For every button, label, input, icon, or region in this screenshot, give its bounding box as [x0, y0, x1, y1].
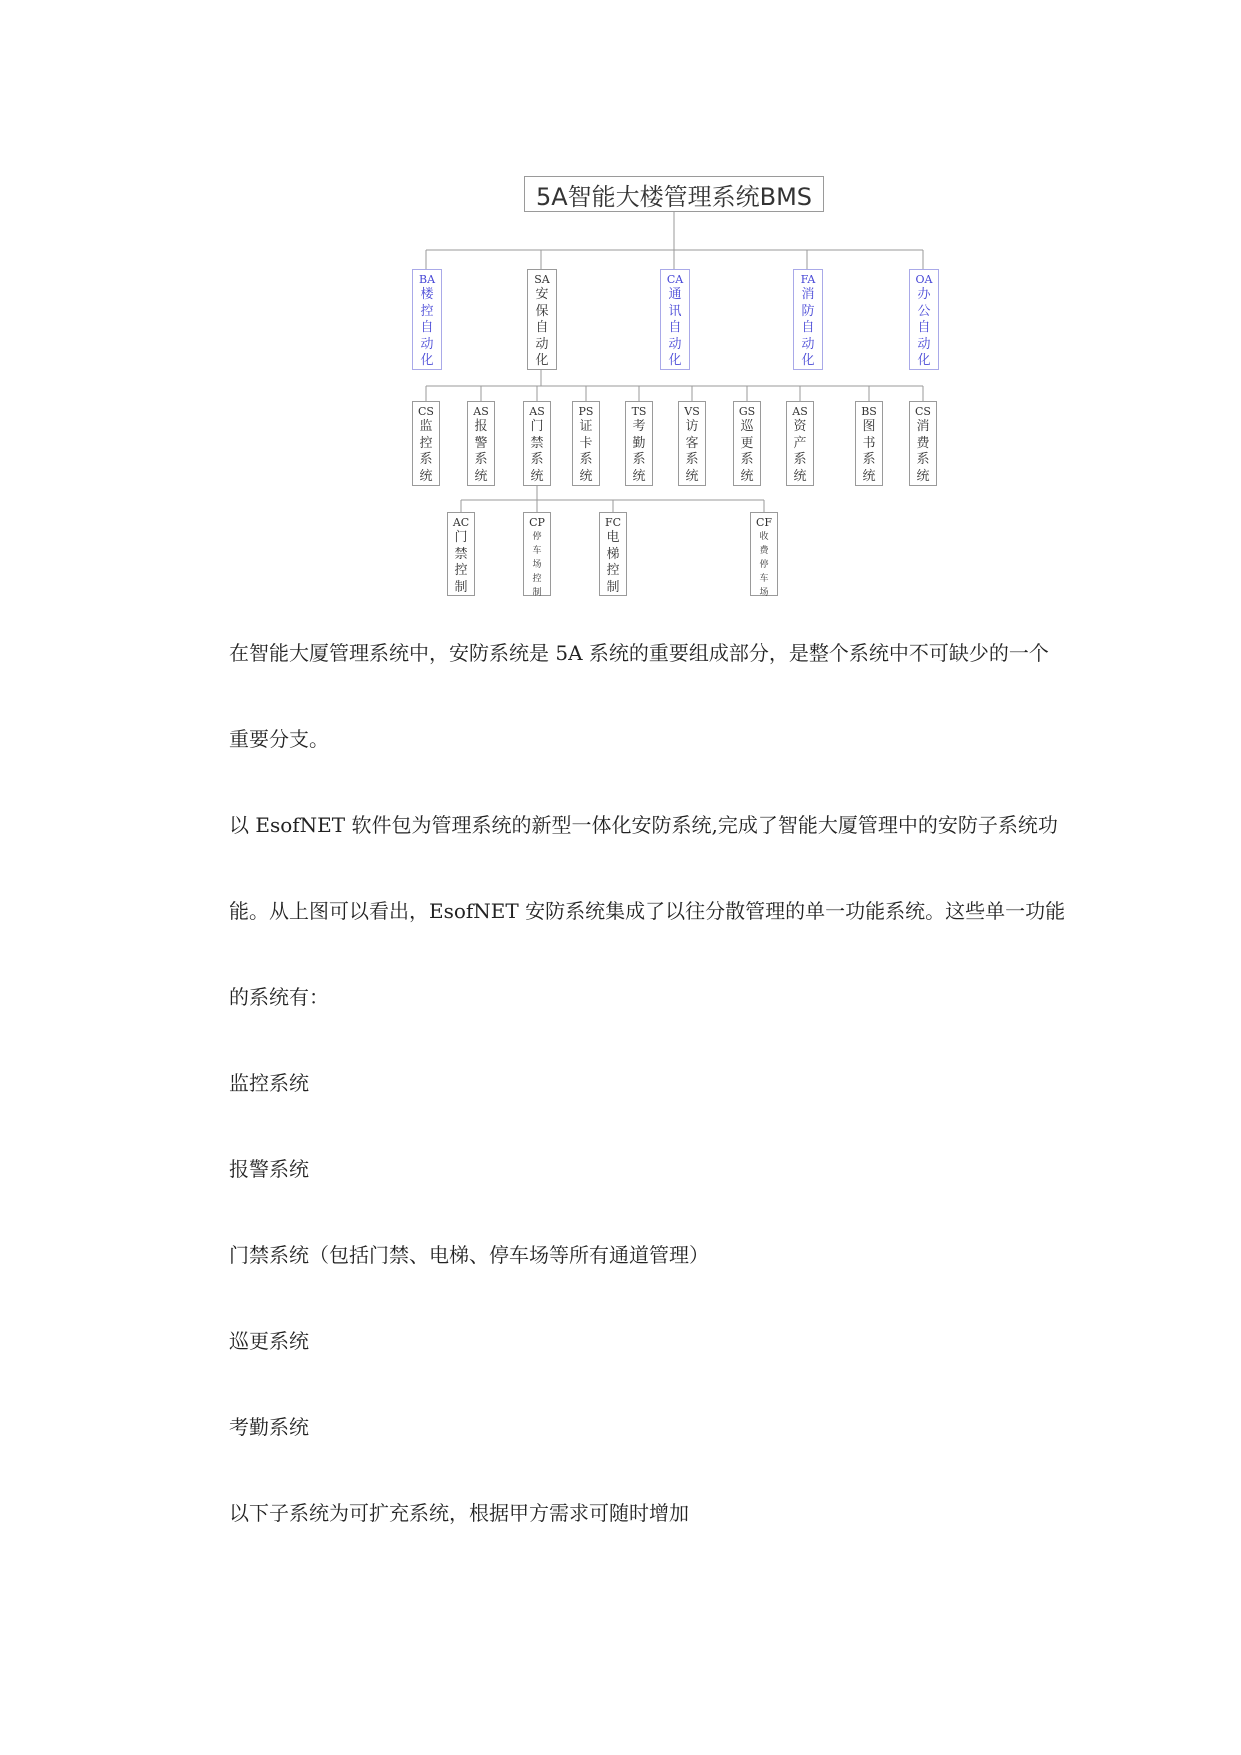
- node-char: 费: [916, 435, 930, 451]
- node-code: AS: [529, 405, 545, 418]
- node-char: 考: [632, 419, 646, 434]
- level2-node-gs: [733, 401, 761, 486]
- node-char: 防: [801, 303, 815, 319]
- paragraph: 考勤系统: [229, 1415, 309, 1439]
- node-char: 卡: [579, 435, 593, 451]
- paragraph: 门禁系统（包括门禁、电梯、停车场等所有通道管理）: [229, 1243, 709, 1267]
- node-char: 场: [532, 560, 542, 570]
- node-char: 停: [759, 560, 769, 570]
- node-char: 访: [685, 419, 699, 434]
- level1-node-sa: [527, 269, 557, 370]
- node-char: 安: [535, 287, 549, 302]
- node-char: 动: [917, 336, 931, 352]
- node-char: 自: [801, 320, 815, 335]
- node-char: 自: [420, 320, 434, 335]
- node-char: 统: [862, 468, 876, 484]
- node-char: 讯: [668, 303, 682, 319]
- node-code: CS: [915, 405, 931, 418]
- node-char: 消: [801, 287, 815, 302]
- paragraph: 报警系统: [229, 1157, 309, 1181]
- node-code: PS: [578, 405, 594, 418]
- node-char: 系: [685, 452, 699, 467]
- level2-node-ps: [572, 401, 600, 486]
- node-code: VS: [684, 405, 700, 418]
- node-char: 自: [917, 320, 931, 335]
- node-char: 统: [685, 468, 699, 484]
- level3-node-fc: [599, 512, 627, 596]
- node-char: 办: [917, 287, 931, 302]
- node-code: FA: [800, 273, 816, 286]
- node-char: 监: [419, 419, 433, 434]
- node-char: 报: [474, 419, 488, 434]
- node-char: 控: [606, 563, 620, 578]
- node-char: 自: [535, 320, 549, 335]
- node-char: 系: [474, 452, 488, 467]
- node-char: 制: [454, 579, 468, 595]
- node-code: AC: [452, 516, 470, 529]
- diagram-root-node: [524, 176, 824, 212]
- level2-node-ts: [625, 401, 653, 486]
- node-char: 电: [606, 530, 620, 545]
- paragraph: 能。从上图可以看出，EsofNET 安防系统集成了以往分散管理的单一功能系统。这些单一功能: [229, 899, 1066, 923]
- level2-node-as: [467, 401, 495, 486]
- node-code: CA: [666, 273, 684, 286]
- node-char: 门: [454, 530, 468, 545]
- level3-node-ac: [447, 512, 475, 596]
- node-char: 更: [740, 435, 754, 451]
- node-char: 统: [530, 468, 544, 484]
- node-char: 图: [862, 419, 876, 434]
- node-code: GS: [738, 405, 756, 418]
- node-char: 消: [916, 419, 930, 434]
- node-char: 收: [759, 532, 769, 542]
- node-char: 书: [862, 435, 876, 451]
- paragraph: 的系统有：: [229, 985, 329, 1009]
- paragraph: 巡更系统: [229, 1329, 309, 1353]
- node-char: 公: [917, 303, 931, 319]
- level2-node-cs: [909, 401, 937, 486]
- node-char: 停: [532, 532, 542, 542]
- level2-node-as: [523, 401, 551, 486]
- node-char: 统: [474, 468, 488, 484]
- node-char: 巡: [740, 419, 754, 434]
- node-char: 控: [532, 574, 542, 584]
- node-char: 系: [916, 452, 930, 467]
- node-char: 统: [632, 468, 646, 484]
- node-char: 动: [535, 336, 549, 352]
- node-char: 系: [530, 452, 544, 467]
- level2-node-as: [786, 401, 814, 486]
- paragraph: 监控系统: [229, 1071, 309, 1095]
- level1-node-ba: [412, 269, 442, 370]
- node-code: AS: [473, 405, 489, 418]
- node-char: 控: [420, 303, 434, 319]
- node-char: 系: [740, 452, 754, 467]
- node-code: OA: [915, 273, 933, 286]
- node-char: 化: [801, 353, 815, 368]
- node-char: 制: [532, 588, 542, 598]
- node-char: 费: [759, 546, 769, 556]
- node-char: 统: [419, 468, 433, 484]
- node-char: 动: [420, 336, 434, 352]
- node-char: 系: [632, 452, 646, 467]
- node-char: 梯: [606, 546, 620, 562]
- node-code: TS: [631, 405, 647, 418]
- node-char: 勤: [632, 435, 646, 451]
- node-code: CF: [755, 516, 773, 529]
- node-char: 统: [579, 468, 593, 484]
- node-char: 门: [530, 419, 544, 434]
- node-char: 动: [801, 336, 815, 352]
- node-code: CS: [418, 405, 434, 418]
- node-char: 统: [793, 468, 807, 484]
- node-char: 系: [862, 452, 876, 467]
- node-char: 化: [420, 353, 434, 368]
- paragraph: 以下子系统为可扩充系统，根据甲方需求可随时增加: [229, 1501, 689, 1525]
- node-code: FC: [604, 516, 622, 529]
- node-char: 保: [535, 303, 549, 319]
- level3-node-cp: [523, 512, 551, 596]
- node-char: 车: [532, 546, 542, 556]
- root-label: 5A智能大楼管理系统BMS: [535, 182, 813, 211]
- node-char: 动: [668, 336, 682, 352]
- paragraph: 以 EsofNET 软件包为管理系统的新型一体化安防系统,完成了智能大厦管理中的安防子系统功: [229, 813, 1058, 837]
- level2-node-vs: [678, 401, 706, 486]
- level2-node-bs: [855, 401, 883, 486]
- node-char: 系: [793, 452, 807, 467]
- node-char: 统: [916, 468, 930, 484]
- node-char: 通: [668, 287, 682, 302]
- node-char: 化: [535, 353, 549, 368]
- node-char: 系: [579, 452, 593, 467]
- node-code: CP: [529, 516, 545, 529]
- level3-node-cf: [750, 512, 778, 596]
- node-char: 车: [759, 574, 769, 584]
- paragraph: 重要分支。: [229, 727, 329, 751]
- node-char: 系: [419, 452, 433, 467]
- level2-node-cs: [412, 401, 440, 486]
- node-char: 化: [668, 353, 682, 368]
- node-code: SA: [534, 273, 550, 286]
- level1-node-fa: [793, 269, 823, 370]
- node-char: 控: [419, 435, 433, 451]
- node-char: 禁: [454, 546, 468, 562]
- node-char: 控: [454, 563, 468, 578]
- node-char: 资: [793, 419, 807, 434]
- level1-node-oa: [909, 269, 939, 370]
- node-char: 场: [759, 588, 769, 598]
- node-char: 制: [606, 579, 620, 595]
- node-code: BA: [418, 273, 436, 286]
- paragraph: 在智能大厦管理系统中，安防系统是 5A 系统的重要组成部分，是整个系统中不可缺少的一个: [229, 641, 1049, 665]
- node-char: 楼: [420, 287, 434, 302]
- node-char: 警: [474, 435, 488, 451]
- node-char: 自: [668, 320, 682, 335]
- system-architecture-diagram: [0, 0, 1241, 620]
- node-char: 化: [917, 353, 931, 368]
- node-char: 产: [793, 435, 807, 451]
- node-code: AS: [792, 405, 808, 418]
- node-char: 客: [685, 435, 699, 451]
- node-char: 证: [579, 419, 593, 434]
- node-char: 禁: [530, 435, 544, 451]
- node-char: 统: [740, 468, 754, 484]
- node-code: BS: [861, 405, 877, 418]
- level1-node-ca: [660, 269, 690, 370]
